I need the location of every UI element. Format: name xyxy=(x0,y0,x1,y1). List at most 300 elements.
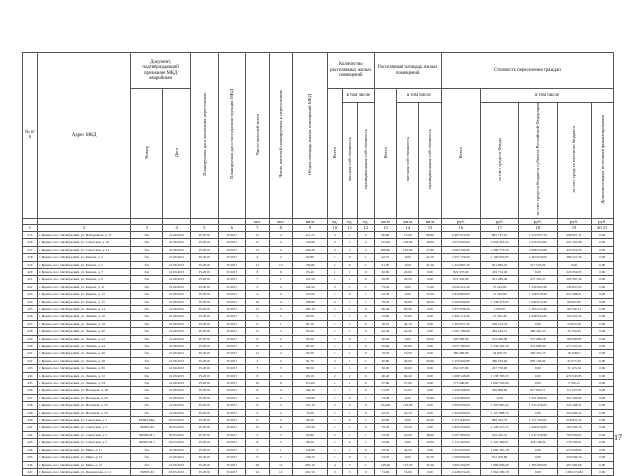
unit-cell: кв.м xyxy=(419,218,441,225)
table-cell: IV.2016 xyxy=(190,402,218,409)
table-cell: б/н xyxy=(131,372,163,379)
table-row xyxy=(23,380,614,387)
table-cell: IV.2017 xyxy=(218,402,246,409)
table-cell: 35 150,45 xyxy=(557,328,591,335)
table-cell: 53,20 xyxy=(374,431,396,438)
table-cell: 13 xyxy=(246,246,269,253)
table-cell: 517 523,02 xyxy=(519,261,557,268)
table-cell: 0,00 xyxy=(419,380,441,387)
table-cell: 53,60 xyxy=(374,313,396,320)
table-cell: 161 366,99 xyxy=(481,335,519,342)
table-cell: 21.09.2015 xyxy=(163,365,191,372)
table-cell: IV.2017 xyxy=(218,320,246,327)
table-cell: IV.2017 xyxy=(218,313,246,320)
table-cell: 895 193,94 xyxy=(519,357,557,364)
table-cell: 83,20 xyxy=(292,328,327,335)
table-cell: 0,00 xyxy=(397,261,419,268)
table-cell: 6 xyxy=(246,454,269,461)
table-cell: 6 xyxy=(246,394,269,401)
table-cell: 1 360 773,59 xyxy=(481,246,519,253)
table-cell: 1 250 064,80 xyxy=(441,357,480,364)
table-cell: 30,00 xyxy=(397,365,419,372)
table-cell: 3 xyxy=(342,246,357,253)
table-cell: 0 xyxy=(357,468,374,475)
unit-cell: ед. xyxy=(357,218,374,225)
table-cell: 0,00 xyxy=(591,365,614,372)
table-cell: 0,00 xyxy=(397,439,419,446)
table-cell: 0 xyxy=(357,350,374,357)
table-cell: 479 345,85 xyxy=(557,372,591,379)
table-cell: 1 xyxy=(357,283,374,290)
table-cell: 99 730,13 xyxy=(557,305,591,312)
table-cell: 0,00 xyxy=(591,357,614,364)
table-cell: 95,20 xyxy=(292,335,327,342)
table-cell: IV.2016 xyxy=(190,380,218,387)
table-cell: 34,70 xyxy=(419,454,441,461)
table-cell: 436 xyxy=(23,387,38,394)
table-cell: б/н xyxy=(131,446,163,453)
table-cell: 429 xyxy=(23,335,38,342)
table-cell: 5 xyxy=(269,439,292,446)
table-cell: 21.09.2015 xyxy=(163,283,191,290)
table-cell: 447 016,35 xyxy=(557,246,591,253)
table-cell: IV.2016 xyxy=(190,283,218,290)
table-cell: 4 xyxy=(269,239,292,246)
table-cell: 53 815,50 xyxy=(557,320,591,327)
table-cell: 0,00 xyxy=(519,320,557,327)
table-cell: 1 xyxy=(342,357,357,364)
table-cell: 2 xyxy=(357,246,374,253)
table-cell: 4 xyxy=(246,409,269,416)
table-cell: 7 xyxy=(246,276,269,283)
table-row xyxy=(23,350,614,357)
table-cell: 181,00 xyxy=(397,246,419,253)
table-cell: 1 xyxy=(327,387,342,394)
table-cell: 19,50 xyxy=(397,350,419,357)
table-cell: 14 xyxy=(269,468,292,475)
address-cell: г. Брянск, пос. Октябрьский, ул. Кирова, д. 13 xyxy=(37,291,131,298)
table-cell: 41,50 xyxy=(419,261,441,268)
table-cell: 419 xyxy=(23,261,38,268)
table-cell: IV.2017 xyxy=(218,239,246,246)
table-cell: IV.2016 xyxy=(190,372,218,379)
address-cell: г. Брянск, пос. Октябрьский, ул. Ленина, д. 24 xyxy=(37,343,131,350)
table-cell: 2 xyxy=(269,283,292,290)
table-cell: 433 xyxy=(23,365,38,372)
address-cell: г. Брянск, пос. Октябрьский, ул. Ленина, д. 28 xyxy=(37,357,131,364)
table-cell: 111,15 xyxy=(292,231,327,238)
table-cell: 0,00 xyxy=(397,335,419,342)
table-row xyxy=(23,261,614,268)
table-cell: 62,80 xyxy=(292,431,327,438)
table-cell: б/н xyxy=(131,380,163,387)
unit-cell: руб. xyxy=(557,218,591,225)
table-cell: 130,80 xyxy=(292,394,327,401)
table-cell: 0,00 xyxy=(591,372,614,379)
table-cell: 1 xyxy=(357,417,374,424)
table-cell: 0,00 xyxy=(519,372,557,379)
table-cell: 1 xyxy=(327,454,342,461)
table-cell: б/н xyxy=(131,305,163,312)
table-cell: 1 xyxy=(342,409,357,416)
table-cell: 2 448 674,00 xyxy=(441,468,480,475)
table-cell: 1 049 015,40 xyxy=(519,298,557,305)
table-cell: 318 158,02 xyxy=(519,439,557,446)
table-cell: 149,00 xyxy=(374,461,396,468)
table-cell: 1 126 215,15 xyxy=(481,424,519,431)
table-cell: 0,00 xyxy=(519,446,557,453)
table-cell: 0,00 xyxy=(591,380,614,387)
address-cell: г. Брянск, пос. Октябрьский, ул. Ленина, д. 20 xyxy=(37,328,131,335)
table-row xyxy=(23,268,614,275)
table-cell: IV.2016 xyxy=(190,268,218,275)
col-area-resettled-header: Расселяемая площадь жилых помещений xyxy=(374,53,441,89)
table-cell: 20,00 xyxy=(397,268,419,275)
table-cell: IV.2017 xyxy=(218,446,246,453)
table-cell: 19,50 xyxy=(374,350,396,357)
table-cell: 1 121 898,72 xyxy=(481,409,519,416)
table-cell: 1 xyxy=(327,394,342,401)
table-cell: 93,40 xyxy=(292,268,327,275)
table-cell: IV.2017 xyxy=(218,372,246,379)
column-number-cell: 9 xyxy=(292,225,327,232)
table-cell: 434 xyxy=(23,372,38,379)
table-cell: IV.2017 xyxy=(218,409,246,416)
table-row xyxy=(23,231,614,238)
table-cell: 595 000,00 xyxy=(441,335,480,342)
address-cell: г. Брянск, пос. Октябрьский, ул. Пионерская, д. 11 xyxy=(37,468,131,475)
address-cell: г. Брянск, пос. Октябрьский, ул. Кирова, д. 9 xyxy=(37,276,131,283)
table-cell: 1 957 176,00 xyxy=(441,254,480,261)
table-cell: 0,00 xyxy=(591,328,614,335)
table-cell: 0 xyxy=(342,254,357,261)
table-cell: 0,00 xyxy=(591,305,614,312)
table-cell: IV.2017 xyxy=(218,305,246,312)
table-cell: 6 xyxy=(246,328,269,335)
table-cell: 42,10 xyxy=(397,409,419,416)
table-cell: 20,00 xyxy=(419,335,441,342)
table-cell: 2 xyxy=(269,343,292,350)
table-cell: 0,00 xyxy=(419,468,441,475)
table-cell: 4 xyxy=(246,254,269,261)
table-cell: 38/803-М xyxy=(131,424,163,431)
table-cell: 2 xyxy=(246,357,269,364)
table-cell: 299 927,11 xyxy=(557,231,591,238)
table-cell: 34,50 xyxy=(374,446,396,453)
table-cell: 12 xyxy=(246,424,269,431)
table-row xyxy=(23,283,614,290)
table-cell: 221 561,90 xyxy=(557,239,591,246)
table-cell: IV.2017 xyxy=(218,246,246,253)
table-cell: IV.2017 xyxy=(218,454,246,461)
table-cell: 27,60 xyxy=(374,380,396,387)
table-cell: 21.09.2015 xyxy=(163,246,191,253)
table-cell: 0,00 xyxy=(591,454,614,461)
address-cell: г. Брянск, пос. Октябрьский, ул. Мира, д. 13 xyxy=(37,454,131,461)
table-row xyxy=(23,439,614,446)
table-cell: 2 xyxy=(269,254,292,261)
table-cell: 6 xyxy=(269,268,292,275)
table-cell: 1 395 000,00 xyxy=(519,461,557,468)
address-cell: г. Брянск, пос. Октябрьский, ул. Советская, д. 7 xyxy=(37,439,131,446)
table-cell: 49,50 xyxy=(419,298,441,305)
table-cell: 2 xyxy=(357,231,374,238)
table-cell: 3 xyxy=(269,313,292,320)
table-cell: 0 xyxy=(357,313,374,320)
table-cell: 2 354 916,53 xyxy=(481,239,519,246)
table-cell: 20,00 xyxy=(397,357,419,364)
table-cell: 1 920 000,00 xyxy=(441,409,480,416)
table-cell: IV.2017 xyxy=(218,431,246,438)
table-cell: 2 xyxy=(269,409,292,416)
table-row xyxy=(23,320,614,327)
table-cell: 5 xyxy=(327,246,342,253)
table-cell: 426 xyxy=(23,313,38,320)
table-cell: 420 xyxy=(23,268,38,275)
table-cell: IV.2017 xyxy=(218,261,246,268)
table-cell: 220,20 xyxy=(292,246,327,253)
table-cell: 2 xyxy=(342,402,357,409)
table-cell: 96,20 xyxy=(292,417,327,424)
table-row xyxy=(23,424,614,431)
table-cell: 96,60 xyxy=(419,231,441,238)
table-cell: 70,40 xyxy=(292,409,327,416)
table-cell: 0,00 xyxy=(419,372,441,379)
table-row xyxy=(23,328,614,335)
table-cell: 0 xyxy=(342,394,357,401)
table-cell: 124,50 xyxy=(292,283,327,290)
table-cell: 438 xyxy=(23,402,38,409)
table-cell: IV.2017 xyxy=(218,417,246,424)
table-cell: 6 xyxy=(269,380,292,387)
unit-cell: руб. xyxy=(441,218,480,225)
table-cell: 168 090,85 xyxy=(557,335,591,342)
table-cell: 3 075 000,00 xyxy=(441,239,480,246)
table-cell: 881 727,10 xyxy=(481,231,519,238)
table-cell: 38/804-Мкс xyxy=(131,417,163,424)
table-cell: 2 xyxy=(269,394,292,401)
table-cell: 812 070,66 xyxy=(481,454,519,461)
table-cell: 6 xyxy=(246,320,269,327)
table-cell: 5 xyxy=(246,446,269,453)
address-cell: г. Брянск, пос. Октябрьский, ул. Кирова, д. 15 xyxy=(37,298,131,305)
address-cell: г. Брянск, пос. Октябрьский, ул. Советская, д. 5 xyxy=(37,431,131,438)
table-row xyxy=(23,298,614,305)
table-cell: 0,00 xyxy=(519,365,557,372)
table-cell: 0,00 xyxy=(519,454,557,461)
table-cell: IV.2016 xyxy=(190,231,218,238)
table-cell: 31 123,16 xyxy=(557,365,591,372)
page-number: 17 xyxy=(614,433,622,442)
table-cell: 295 587,20 xyxy=(557,276,591,283)
table-cell: 0,00 xyxy=(591,446,614,453)
table-cell: 42,10 xyxy=(374,254,396,261)
address-cell: г. Брянск, пос. Октябрьский, ул. Советская, д. 1 xyxy=(37,417,131,424)
address-cell: г. Брянск, пос. Октябрьский, ул. Нагорная, д. 22 xyxy=(37,402,131,409)
table-cell: IV.2017 xyxy=(218,380,246,387)
table-cell: 1 xyxy=(342,313,357,320)
table-cell: 0 xyxy=(357,402,374,409)
table-cell: 0 xyxy=(342,454,357,461)
table-cell: 73,20 xyxy=(374,283,396,290)
address-cell: г. Брянск, пос. Октябрьский, ул. Ленина, д. 32 xyxy=(37,372,131,379)
table-cell: 0,00 xyxy=(397,417,419,424)
table-cell: 31 222,80 xyxy=(481,291,519,298)
table-cell: 775 440,00 xyxy=(441,380,480,387)
table-cell: IV.2017 xyxy=(218,461,246,468)
table-cell: б/н xyxy=(131,387,163,394)
table-cell: 1 xyxy=(342,305,357,312)
table-cell: 1 xyxy=(357,439,374,446)
address-cell: г. Брянск, пос. Октябрьский, ул. Ленина, д. 26 xyxy=(37,350,131,357)
table-cell: б/н xyxy=(131,239,163,246)
table-row xyxy=(23,239,614,246)
unit-cell: руб. xyxy=(591,218,614,225)
table-cell: 1 234 562,30 xyxy=(481,343,519,350)
table-cell: 9 xyxy=(246,343,269,350)
table-cell: 0,00 xyxy=(591,468,614,475)
address-cell: г. Брянск, пос. Октябрьский, ул. Кирова, д. 3 xyxy=(37,254,131,261)
table-cell: 29,50 xyxy=(374,276,396,283)
table-cell: IV.2016 xyxy=(190,365,218,372)
table-cell: 136,70 xyxy=(292,454,327,461)
table-cell: 1 335 020,00 xyxy=(441,446,480,453)
table-cell: 1 xyxy=(342,387,357,394)
table-cell: 65,60 xyxy=(374,343,396,350)
table-cell: 2 xyxy=(327,298,342,305)
table-cell: 0,00 xyxy=(591,291,614,298)
col-local-header: за счет средств местного бюджета xyxy=(571,125,577,193)
table-cell: 284 263,13 xyxy=(481,328,519,335)
table-cell: 4 xyxy=(246,291,269,298)
table-cell: б/н xyxy=(131,454,163,461)
table-cell: 29,50 xyxy=(397,276,419,283)
table-cell: 1 950,87 xyxy=(481,305,519,312)
table-cell: 0 xyxy=(342,335,357,342)
address-cell: г. Брянск, пос. Октябрьский, ул. Советская, д. 3 xyxy=(37,424,131,431)
table-cell: 1 079 453,82 xyxy=(519,239,557,246)
table-cell: 425 xyxy=(23,305,38,312)
table-cell: 21.09.2015 xyxy=(163,409,191,416)
table-cell: 21.09.2015 xyxy=(163,402,191,409)
table-cell: 1 250 800,00 xyxy=(441,394,480,401)
table-cell: 11 xyxy=(269,461,292,468)
table-cell: 1 xyxy=(357,357,374,364)
table-cell: 407 500,00 xyxy=(557,461,591,468)
table-cell: 30,00 xyxy=(397,298,419,305)
table-cell: 21.09.2015 xyxy=(163,320,191,327)
table-cell: IV.2017 xyxy=(218,335,246,342)
table-cell: 3 602 500,00 xyxy=(441,461,480,468)
col-doc-number-header: Номер xyxy=(144,145,150,159)
table-cell: 11 xyxy=(246,231,269,238)
table-cell: IV.2016 xyxy=(190,446,218,453)
unit-cell: чел. xyxy=(246,218,269,225)
table-cell: 13 xyxy=(269,261,292,268)
table-cell: 439 999,00 xyxy=(481,387,519,394)
column-number-cell: 10 xyxy=(327,225,342,232)
table-cell: 21.09.2015 xyxy=(163,372,191,379)
table-cell: IV.2016 xyxy=(190,409,218,416)
col-area-private-header: частная собственность xyxy=(405,136,411,182)
table-cell: 1 138 475,03 xyxy=(481,298,519,305)
table-cell: 415 xyxy=(23,231,38,238)
column-number-cell: 7 xyxy=(246,225,269,232)
table-cell: 1 638 934,45 xyxy=(519,313,557,320)
col-document-header: Документ, подтверждающий признание МКД аварийным xyxy=(131,53,191,89)
table-cell: 1 157 325,91 xyxy=(519,417,557,424)
table-cell: 21.09.2015 xyxy=(163,461,191,468)
table-cell: 1 xyxy=(327,313,342,320)
table-cell: 0 xyxy=(342,417,357,424)
table-cell: 0,00 xyxy=(591,246,614,253)
table-row xyxy=(23,387,614,394)
table-cell: 0,00 xyxy=(519,468,557,475)
table-cell: 1 062 520,00 xyxy=(481,380,519,387)
table-cell: 27,60 xyxy=(419,246,441,253)
table-cell: 1 293 877,20 xyxy=(441,320,480,327)
table-cell: 83,00 xyxy=(292,313,327,320)
table-row xyxy=(23,291,614,298)
table-cell: 445 xyxy=(23,454,38,461)
table-cell: 38/806-М 1 xyxy=(131,431,163,438)
col-residents-total-header: Число жителей всего xyxy=(254,113,260,155)
table-cell: 1 xyxy=(342,276,357,283)
table-cell: 432 xyxy=(23,357,38,364)
table-cell: 17 xyxy=(246,261,269,268)
column-number-cell: 19 xyxy=(557,225,591,232)
table-cell: 447 xyxy=(23,468,38,475)
table-cell: 4 xyxy=(269,417,292,424)
table-cell: 1 069 000,00 xyxy=(441,454,480,461)
table-cell: 0,00 xyxy=(591,343,614,350)
table-cell: 8 xyxy=(246,439,269,446)
column-number-cell: 2 xyxy=(37,225,131,232)
table-cell: 21.09.2015 xyxy=(163,305,191,312)
table-cell: IV.2016 xyxy=(190,357,218,364)
table-cell: 21.09.2015 xyxy=(163,335,191,342)
table-cell: 24 xyxy=(246,468,269,475)
table-cell: 1 062 391,18 xyxy=(481,446,519,453)
table-cell: 1 xyxy=(327,343,342,350)
col-no-header: № п/п xyxy=(23,53,38,219)
address-cell: г. Брянск, пос. Октябрьский, ул. Кирова, д. 11 xyxy=(37,283,131,290)
table-cell: 65,60 xyxy=(397,343,419,350)
table-cell: 10 xyxy=(246,380,269,387)
table-cell: 0 xyxy=(357,446,374,453)
table-cell: 224 108,21 xyxy=(557,402,591,409)
table-cell: 1 xyxy=(327,409,342,416)
table-cell: 972 322,00 xyxy=(441,276,480,283)
table-cell: 38/803-М xyxy=(131,468,163,475)
table-cell: 79,50 xyxy=(397,424,419,431)
table-cell: 2 497 912,00 xyxy=(441,231,480,238)
table-cell: 121,50 xyxy=(292,276,327,283)
table-cell: 60,40 xyxy=(397,372,419,379)
resettlement-table xyxy=(22,52,614,476)
table-cell: IV.2016 xyxy=(190,261,218,268)
table-cell: 0,00 xyxy=(419,343,441,350)
table-cell: 0,00 xyxy=(591,320,614,327)
table-cell: б/н xyxy=(131,268,163,275)
table-cell: 220 413,33 xyxy=(481,320,519,327)
table-cell: 4 xyxy=(269,350,292,357)
table-cell: 5 700,11 xyxy=(557,380,591,387)
table-cell: 0 xyxy=(342,291,357,298)
table-cell: 208,60 xyxy=(374,246,396,253)
table-cell: IV.2016 xyxy=(190,276,218,283)
table-cell: 35,30 xyxy=(419,461,441,468)
